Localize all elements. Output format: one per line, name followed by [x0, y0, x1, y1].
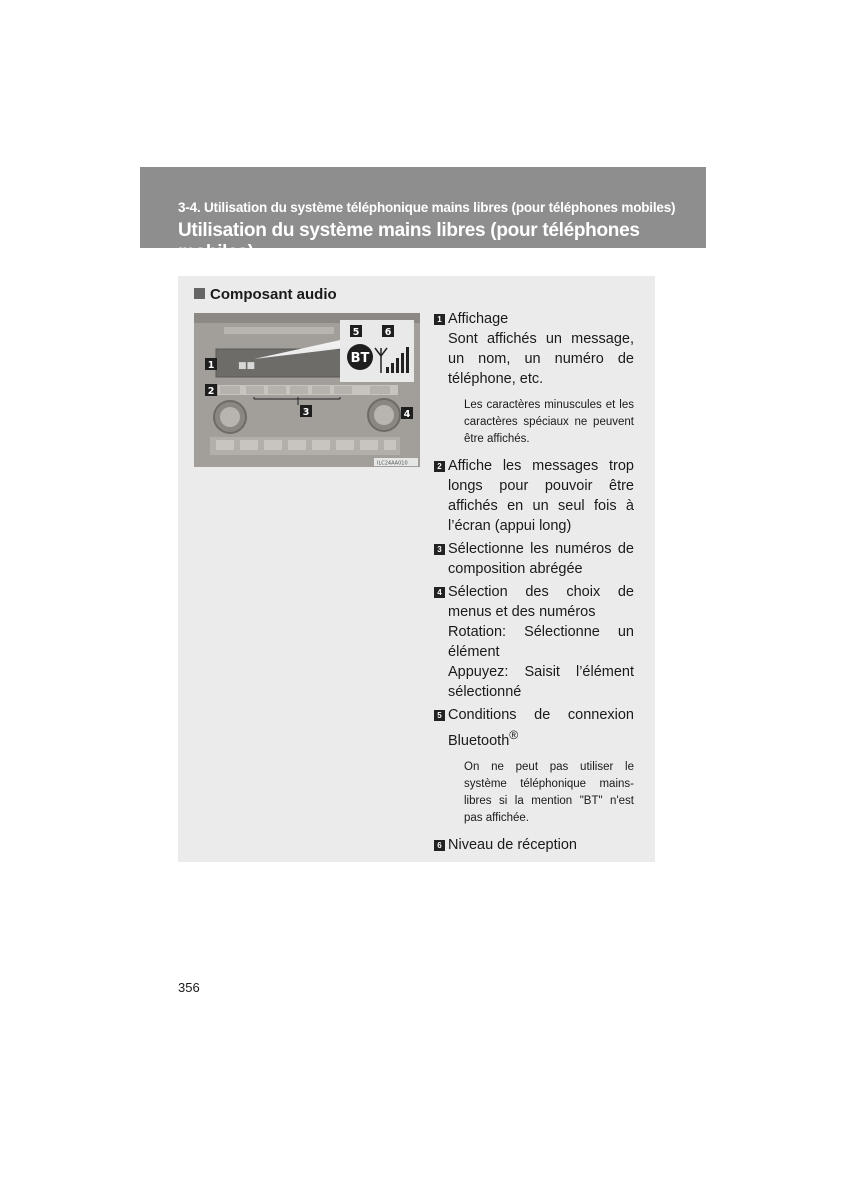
callout-2: 2 [207, 386, 215, 397]
registered-mark: ® [509, 728, 519, 742]
item-text-press: Appuyez: Saisit l’élément sélectionné [448, 664, 634, 700]
item-text-rotation: Rotation: Sélectionne un élément [448, 624, 634, 660]
item-list [434, 309, 634, 858]
page-title: Utilisation du système mains libres (pour téléphones mobiles) [178, 220, 640, 263]
item-text: Sélection des choix de menus et des numéros [448, 584, 634, 620]
bt-label: BT [350, 351, 370, 366]
audio-unit-illustration [194, 313, 420, 467]
item-note: On ne peut pas utiliser le système téléphonique mains-libres si la mention "BT" n'est pas affichée. [464, 760, 634, 824]
figure-code: ILC24AA010 [377, 460, 408, 467]
audio-unit-figure [194, 313, 420, 467]
page-number: 356 [178, 980, 200, 995]
list-item [434, 539, 634, 579]
callout-1: 1 [207, 360, 215, 371]
item-title: Affichage [448, 311, 509, 327]
list-item [434, 835, 634, 855]
item-number: 1 [434, 314, 445, 325]
list-item [434, 705, 634, 751]
item-number: 3 [434, 544, 445, 555]
item-text: Sélectionne les numéros de composition abrégée [448, 541, 634, 577]
callout-3: 3 [302, 407, 310, 418]
item-note: Les caractères minuscules et les caractères spéciaux ne peuvent être affichés. [464, 399, 634, 445]
display-text-glyph: ■■ [238, 361, 256, 371]
chapter-header [140, 167, 706, 263]
signal-bars-icon [386, 367, 389, 373]
item-number: 4 [434, 587, 445, 598]
item-text: Affiche les messages trop longs pour pouvoir être affichés en un seul fois à l’écran (appui long) [448, 458, 634, 534]
callout-4: 4 [403, 409, 411, 420]
list-item [434, 456, 634, 536]
callout-5: 5 [352, 327, 360, 338]
list-item [434, 309, 634, 389]
content-panel [178, 276, 655, 862]
square-bullet-icon [194, 288, 205, 299]
item-number: 5 [434, 710, 445, 721]
item-number: 2 [434, 461, 445, 472]
callout-6: 6 [384, 327, 392, 338]
section-title: 3-4. Utilisation du système téléphonique mains libres (pour téléphones mobiles) [178, 200, 676, 215]
item-text: Sont affichés un message, un nom, un numéro de téléphone, etc. [448, 331, 634, 387]
item-text: Niveau de réception [448, 836, 577, 853]
panel-heading: Composant audio [194, 286, 337, 303]
list-item [434, 582, 634, 702]
item-number: 6 [434, 840, 445, 851]
item-text: Conditions de connexion Bluetooth [448, 707, 634, 749]
